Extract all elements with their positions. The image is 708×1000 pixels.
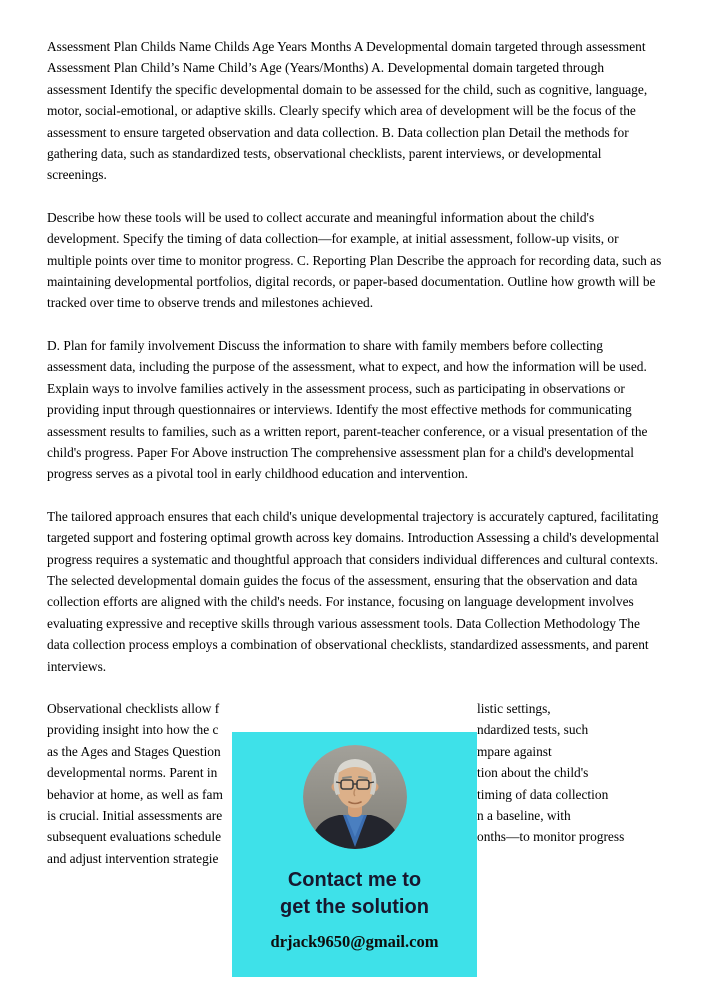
line-fragment-left: and adjust intervention strategie xyxy=(47,850,219,866)
paragraph-data-collection: Describe how these tools will be used to collect accurate and meaningful information about the child's development. Specify the timing of data collection—for example, at initial assessment, follow-up visits, or multiple points over time to monitor progress. C. Reporting Plan Describe the approach for recording data, such as maintaining developmental portfolios, digital records, or paper-based documentation. Outline how growth will be tracked over time to observe trends and milestones achieved. xyxy=(47,209,662,311)
paragraph-tailored-approach: The tailored approach ensures that each child's unique developmental trajectory is accurately captured, facilitating targeted support and fostering optimal growth across key domains. Introduction Assessing a child's developmental progress requires a systematic and thoughtful approach that considers individual differences and cultural contexts. The selected developmental domain guides the focus of the assessment, ensuring that the observation and data collection efforts are aligned with the child's needs. For instance, focusing on language development involves evaluating expressive and receptive skills through various assessment tools. Data Collection Methodology The data collection process employs a combination of observational checklists, standardized assessments, and parent interviews. xyxy=(47,508,660,674)
line-fragment-right: n a baseline, with xyxy=(477,807,571,823)
line-fragment-left: as the Ages and Stages Question xyxy=(47,743,221,759)
line-fragment-right: timing of data collection xyxy=(477,786,609,802)
line-fragment-right: ndardized tests, such xyxy=(477,722,589,738)
line-fragment-left: providing insight into how the c xyxy=(47,722,219,738)
contact-heading-line1: Contact me to xyxy=(287,869,422,891)
man-portrait-illustration xyxy=(303,745,407,849)
line-fragment-right: mpare against xyxy=(477,743,552,759)
line-fragment-right: listic settings, xyxy=(477,700,551,716)
paragraph-family-involvement: D. Plan for family involvement Discuss the information to share with family members before collecting assessment data, including the purpose of the assessment, what to expect, and how the information will be used. Explain ways to involve families actively in the assessment process, such as participating in observations or providing input through questionnaires or interviews. Identify the most effective methods for communicating assessment results to families, such as a written report, parent-teacher conference, or a visual presentation of the child's progress. Paper For Above instruction The comprehensive assessment plan for a child's developmental progress serves as a pivotal tool in early childhood education and intervention. xyxy=(47,337,648,482)
contact-heading xyxy=(280,867,429,921)
line-fragment-left: is crucial. Initial assessments are xyxy=(47,807,223,823)
paragraph-assessment-plan: Assessment Plan Childs Name Childs Age Years Months A Developmental domain targeted through assessment Assessment Plan Child’s Name Child’s Age (Years/Months) A. Developmental domain targeted through assessment Identify the specific developmental domain to be assessed for the child, such as cognitive, language, motor, social-emotional, or adaptive skills. Clearly specify which area of development will be the focus of the assessment to ensure targeted observation and data collection. B. Data collection plan Detail the methods for gathering data, such as standardized tests, observational checklists, parent interviews, or developmental screenings. xyxy=(47,39,648,183)
obscured-line xyxy=(47,698,663,719)
line-fragment-left: subsequent evaluations schedule xyxy=(47,829,222,845)
contact-email: drjack9650@gmail.com xyxy=(270,932,439,951)
line-fragment-right: tion about the child's xyxy=(477,765,589,781)
contact-heading-line2: get the solution xyxy=(280,896,429,918)
line-fragment-left: developmental norms. Parent in xyxy=(47,765,218,781)
contact-overlay-card xyxy=(232,732,477,977)
tutor-portrait-photo xyxy=(303,745,407,849)
line-fragment-right: onths—to monitor progress xyxy=(477,829,625,845)
line-fragment-left: Observational checklists allow f xyxy=(47,700,220,716)
line-fragment-left: behavior at home, as well as fam xyxy=(47,786,223,802)
